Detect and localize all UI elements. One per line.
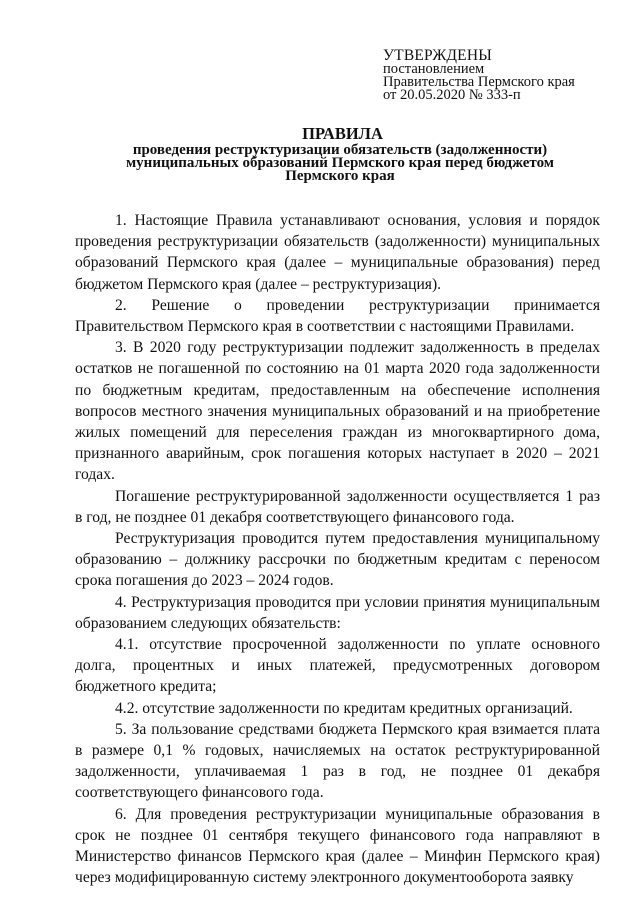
approval-line: постановлением <box>383 61 485 77</box>
document-subtitle-line: муниципальных образований Пермского края перед бюджетом <box>125 155 555 171</box>
approval-heading: УТВЕРЖДЕНЫ <box>383 47 492 64</box>
paragraph: Погашение реструктурированной задолженности осуществляется 1 раз в год, не позднее 01 декабря соответствующего финансового года. <box>75 487 600 526</box>
paragraph: 4.2. отсутствие задолженности по кредитам кредитных организаций. <box>115 699 573 717</box>
document-title: ПРАВИЛА <box>302 124 383 143</box>
document-body <box>75 210 600 889</box>
paragraph: 2. Решение о проведении реструктуризации принимается Правительством Пермского края в соответствии с настоящими Правилами. <box>75 296 600 336</box>
paragraph: 1. Настоящие Правила устанавливают основания, условия и порядок проведения реструктуризации обязательств (задолженности) муниципальных образований Пермского края (далее – муниципальные образования) перед бюджетом Пермского края (далее – реструктуризация). <box>75 212 600 293</box>
paragraph: 6. Для проведения реструктуризации муниципальные образования в срок не позднее 01 сентября текущего финансового года направляют в Министерство финансов Пермского края (далее – Минфин Пермского края) через модифицированную систему электронного документооборота заявку <box>75 805 600 887</box>
document-subtitle-line: проведения реструктуризации обязательств (задолженности) <box>132 142 548 158</box>
paragraph: 3. В 2020 году реструктуризации подлежит задолженность в пределах остатков не погашенной по состоянию на 01 марта 2020 года задолженности по бюджетным кредитам, предоставленным на обеспечение исполнения вопросов местного значения муниципальных образований и на приобретение жилых помещений для переселения граждан из многоквартирного дома, признанного аварийным, срок погашения которых наступает в 2020 – 2021 годах. <box>75 339 600 484</box>
approval-stamp <box>383 48 623 102</box>
document-subtitle-line: Пермского края <box>285 168 395 184</box>
approval-date-line: от 20.05.2020 № 333-п <box>383 87 521 103</box>
paragraph: 4. Реструктуризация проводится при условии принятия муниципальным образованием следующих обязательств: <box>75 593 600 632</box>
paragraph: Реструктуризация проводится путем предоставления муниципальному образованию – должнику рассрочки по бюджетным кредитам с переносом срока погашения до 2023 – 2024 годов. <box>75 530 600 590</box>
document-title-block <box>60 124 620 183</box>
paragraph: 5. За пользование средствами бюджета Пермского края взимается плата в размере 0,1 % годовых, начисляемых на остаток реструктурированной задолженности, уплачиваемая 1 раз в год, не позднее 01 декабря соответствующего финансового года. <box>75 720 600 802</box>
paragraph: 4.1. отсутствие просроченной задолженности по уплате основного долга, процентных и иных платежей, предусмотренных договором бюджетного кредита; <box>75 636 600 696</box>
approval-line: Правительства Пермского края <box>383 74 575 90</box>
